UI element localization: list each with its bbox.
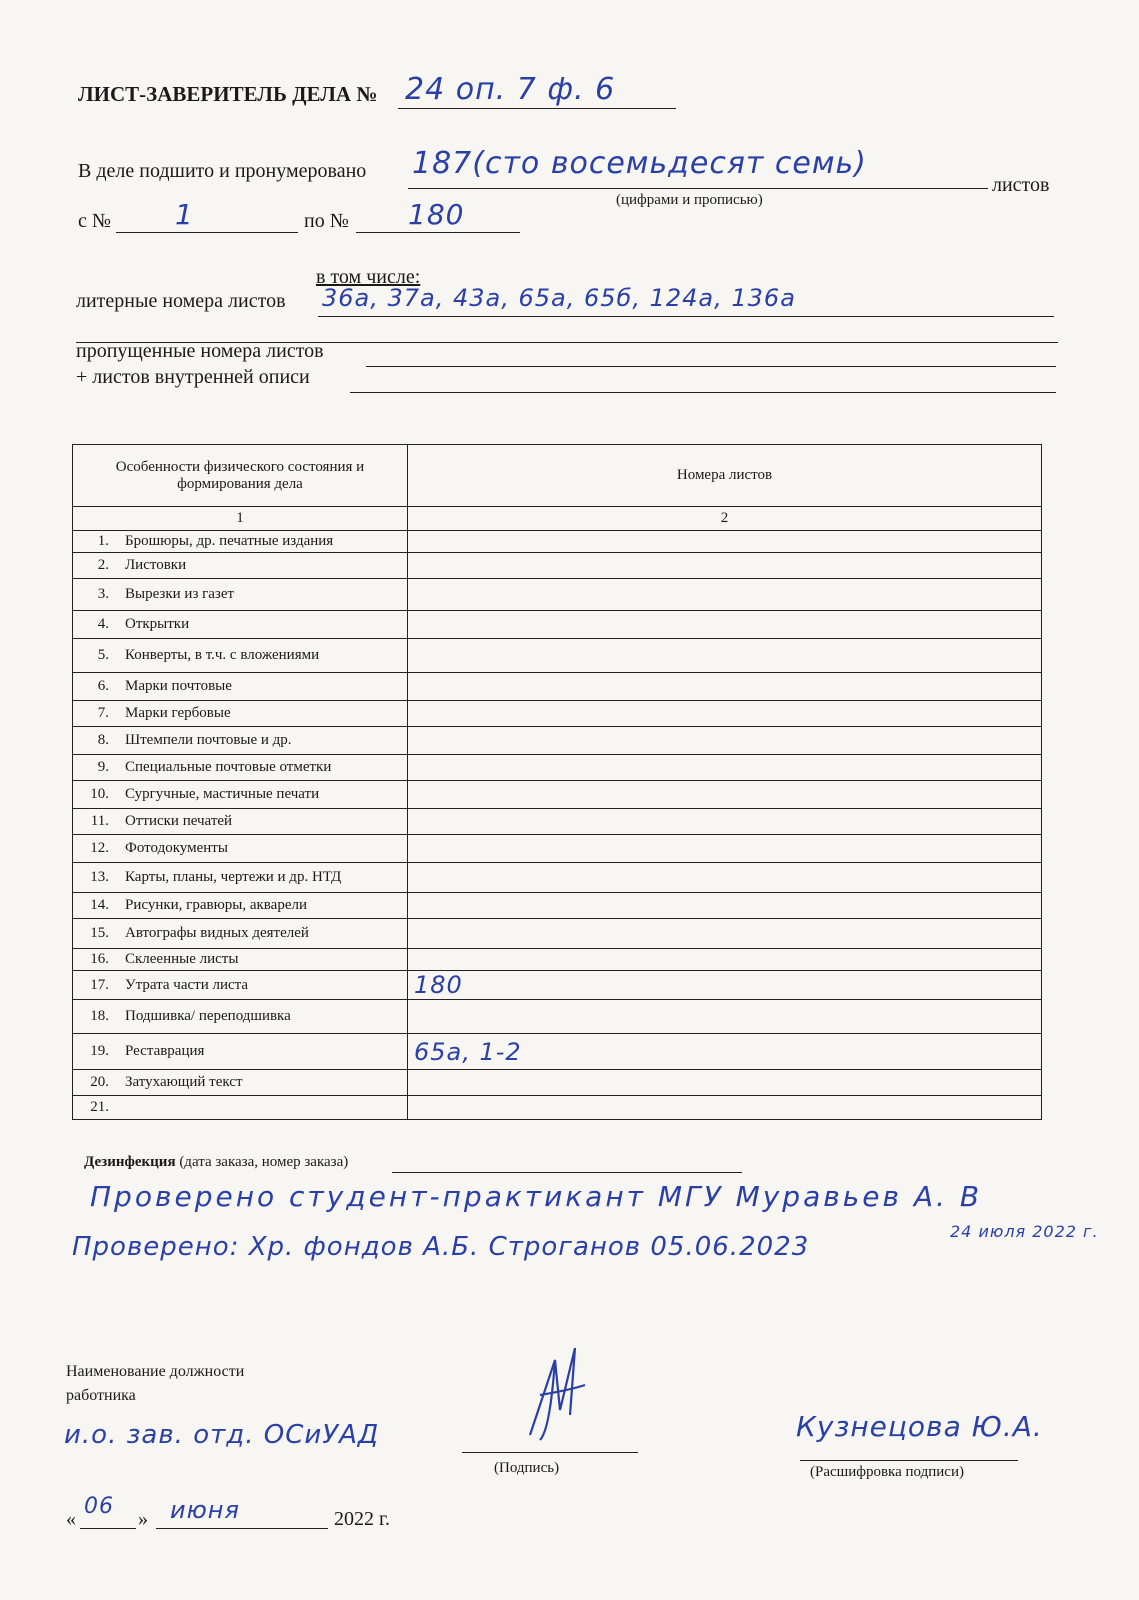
row-feature: Автографы видных деятелей [119, 919, 408, 949]
table-row [73, 949, 1042, 971]
table-row [73, 553, 1042, 579]
row-feature: Конверты, в т.ч. с вложениями [119, 639, 408, 673]
row-number: 12. [73, 835, 120, 863]
row-sheet-numbers[interactable] [408, 835, 1042, 863]
date-day[interactable]: 06 [84, 1494, 114, 1519]
row-feature: Склеенные листы [119, 949, 408, 971]
row-sheet-numbers-value: 65а, 1-2 [414, 1037, 522, 1066]
row-number: 11. [73, 809, 120, 835]
inner-label: + листов внутренней описи [76, 366, 310, 388]
check-note-2: Проверено: Хр. фондов А.Б. Строганов 05.06.2023 [72, 1232, 810, 1262]
table-row [73, 893, 1042, 919]
disinfection-label [84, 1154, 348, 1171]
col1-header: Особенности физического состояния и формирования дела [73, 445, 408, 507]
to-underline [356, 232, 520, 233]
date-quote-open: « [66, 1508, 76, 1530]
row-feature: Штемпели почтовые и др. [119, 727, 408, 755]
missing-label: пропущенные номера листов [76, 340, 324, 362]
signature-icon [500, 1340, 610, 1450]
row-number: 17. [73, 971, 120, 1000]
row-sheet-numbers-value: 180 [414, 971, 463, 999]
row-sheet-numbers[interactable] [408, 971, 1042, 1000]
condition-table [72, 444, 1042, 1120]
row-feature: Вырезки из газет [119, 579, 408, 611]
to-label: по № [304, 210, 349, 232]
table-row [73, 1070, 1042, 1096]
row-sheet-numbers[interactable] [408, 727, 1042, 755]
table-row [73, 781, 1042, 809]
to-value[interactable]: 180 [408, 198, 465, 231]
table-row [73, 701, 1042, 727]
row-feature: Карты, планы, чертежи и др. НТД [119, 863, 408, 893]
title-underline [398, 108, 676, 109]
row-feature: Листовки [119, 553, 408, 579]
table-row [73, 639, 1042, 673]
row-feature: Марки гербовые [119, 701, 408, 727]
letter-underline [318, 316, 1054, 317]
row-sheet-numbers[interactable] [408, 1034, 1042, 1070]
disinfection-rest: (дата заказа, номер заказа) [179, 1154, 349, 1170]
table-row [73, 531, 1042, 553]
row-sheet-numbers[interactable] [408, 531, 1042, 553]
decode-value[interactable]: Кузнецова Ю.А. [796, 1410, 1043, 1443]
row-number: 2. [73, 553, 120, 579]
disinfection-underline [392, 1172, 742, 1173]
row-number: 6. [73, 673, 120, 701]
table-row [73, 1000, 1042, 1034]
row-number: 7. [73, 701, 120, 727]
row-feature [119, 1096, 408, 1120]
row-feature: Сургучные, мастичные печати [119, 781, 408, 809]
missing-underline [366, 366, 1056, 367]
table-row [73, 673, 1042, 701]
date-year: 2022 г. [334, 1508, 390, 1530]
table-row [73, 835, 1042, 863]
row-number: 5. [73, 639, 120, 673]
table-row [73, 971, 1042, 1000]
decode-underline [800, 1460, 1018, 1461]
date-month[interactable]: июня [170, 1496, 240, 1524]
row-number: 16. [73, 949, 120, 971]
row-sheet-numbers[interactable] [408, 553, 1042, 579]
row-sheet-numbers[interactable] [408, 673, 1042, 701]
row-feature: Специальные почтовые отметки [119, 755, 408, 781]
row-number: 1. [73, 531, 120, 553]
row-sheet-numbers[interactable] [408, 919, 1042, 949]
stitched-value[interactable]: 187(сто восемьдесят семь) [412, 146, 867, 181]
col2-header: Номера листов [408, 445, 1042, 507]
row-sheet-numbers[interactable] [408, 755, 1042, 781]
table-row [73, 755, 1042, 781]
row-feature: Фотодокументы [119, 835, 408, 863]
date-quote-close: » [138, 1508, 148, 1530]
row-sheet-numbers[interactable] [408, 1070, 1042, 1096]
stitched-underline [408, 188, 988, 189]
table-row [73, 611, 1042, 639]
date-month-underline [156, 1528, 328, 1529]
from-label: с № [78, 210, 111, 232]
including-label: в том числе: [316, 266, 421, 288]
from-underline [116, 232, 298, 233]
row-feature: Реставрация [119, 1034, 408, 1070]
row-feature: Подшивка/ переподшивка [119, 1000, 408, 1034]
decode-caption: (Расшифровка подписи) [810, 1464, 964, 1480]
case-number-value[interactable]: 24 оп. 7 ф. 6 [405, 72, 616, 107]
row-sheet-numbers[interactable] [408, 639, 1042, 673]
stitched-hint: (цифрами и прописью) [616, 192, 763, 208]
row-number: 4. [73, 611, 120, 639]
row-sheet-numbers[interactable] [408, 1096, 1042, 1120]
signature-caption: (Подпись) [494, 1460, 560, 1476]
letter-value[interactable]: 36а, 37а, 43а, 65а, 65б, 124а, 136а [322, 284, 796, 312]
row-feature: Брошюры, др. печатные издания [119, 531, 408, 553]
row-feature: Оттиски печатей [119, 809, 408, 835]
row-number: 20. [73, 1070, 120, 1096]
row-number: 18. [73, 1000, 120, 1034]
check-note-1-date: 24 июля 2022 г. [950, 1222, 1099, 1241]
table-row [73, 919, 1042, 949]
row-feature: Открытки [119, 611, 408, 639]
position-label: Наименование должности работника [66, 1363, 245, 1404]
table-row [73, 727, 1042, 755]
row-feature: Марки почтовые [119, 673, 408, 701]
row-number: 21. [73, 1096, 120, 1120]
row-sheet-numbers[interactable] [408, 863, 1042, 893]
row-sheet-numbers[interactable] [408, 949, 1042, 971]
row-sheet-numbers[interactable] [408, 701, 1042, 727]
inner-underline [350, 392, 1056, 393]
row-number: 14. [73, 893, 120, 919]
signature-underline [462, 1452, 638, 1453]
table-row [73, 1034, 1042, 1070]
row-number: 8. [73, 727, 120, 755]
row-number: 3. [73, 579, 120, 611]
row-number: 9. [73, 755, 120, 781]
row-sheet-numbers[interactable] [408, 781, 1042, 809]
check-note-1: Проверено студент-практикант МГУ Муравьев А. В [90, 1180, 983, 1213]
row-sheet-numbers[interactable] [408, 893, 1042, 919]
row-sheet-numbers[interactable] [408, 611, 1042, 639]
row-feature: Затухающий текст [119, 1070, 408, 1096]
stitched-label: В деле подшито и пронумеровано [78, 160, 367, 182]
row-feature: Рисунки, гравюры, акварели [119, 893, 408, 919]
row-number: 13. [73, 863, 120, 893]
from-value[interactable]: 1 [175, 198, 194, 231]
position-value[interactable]: и.о. зав. отд. ОСиУАД [64, 1420, 380, 1450]
row-number: 15. [73, 919, 120, 949]
table-row [73, 579, 1042, 611]
row-number: 10. [73, 781, 120, 809]
row-number: 19. [73, 1034, 120, 1070]
row-sheet-numbers[interactable] [408, 809, 1042, 835]
form-title: ЛИСТ-ЗАВЕРИТЕЛЬ ДЕЛА № [78, 82, 378, 106]
table-row [73, 863, 1042, 893]
disinfection-bold: Дезинфекция [84, 1154, 176, 1170]
date-day-underline [80, 1528, 136, 1529]
col1-number: 1 [73, 507, 408, 531]
row-feature: Утрата части листа [119, 971, 408, 1000]
table-row [73, 1096, 1042, 1120]
col2-number: 2 [408, 507, 1042, 531]
table-row [73, 809, 1042, 835]
row-sheet-numbers[interactable] [408, 579, 1042, 611]
row-sheet-numbers[interactable] [408, 1000, 1042, 1034]
stitched-unit: листов [992, 174, 1050, 196]
letter-label: литерные номера листов [76, 290, 286, 312]
